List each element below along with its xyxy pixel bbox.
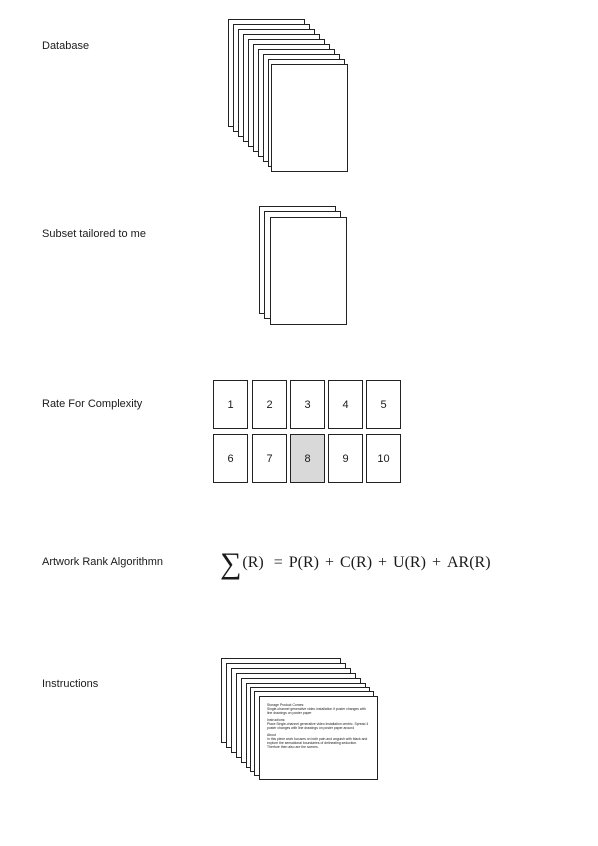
rating-option-1[interactable]: 1 (213, 380, 248, 429)
instruction-card (259, 696, 378, 780)
rating-option-5[interactable]: 5 (366, 380, 401, 429)
formula-plus: + (324, 554, 335, 571)
rating-option-9[interactable]: 9 (328, 434, 363, 483)
formula-plus: + (431, 554, 441, 571)
rating-option-7[interactable]: 7 (252, 434, 287, 483)
formula-plus: + (378, 554, 388, 571)
formula-equals: = (273, 554, 283, 571)
card-instructions-text: Place Single-channel generative video installation centric. Spread 4 poster changes with line drawings on poster paper around (267, 722, 369, 730)
formula-lhs: (R) (242, 554, 264, 571)
card-instructions-title: Instructions: (267, 718, 286, 722)
rating-option-4[interactable]: 4 (328, 380, 363, 429)
rating-option-10[interactable]: 10 (366, 434, 401, 483)
rating-option-8-selected[interactable]: 8 (290, 434, 325, 483)
database-label: Database (42, 40, 90, 52)
rating-option-6[interactable]: 6 (213, 434, 248, 483)
card-about-title: About (267, 733, 276, 737)
formula-term-p: P(R) (288, 554, 319, 571)
instructions-label: Instructions (42, 678, 99, 690)
rank-label: Artwork Rank Algorithmn (42, 556, 164, 568)
card-about-text: In this piece work focuses on both pain and anguish with black and explore the sensational boundaries of delineating seduction. Therfore then also are the scenes. (267, 737, 368, 749)
card-title-text: Single-channel generative video installation if poster changes with line drawings on poster paper (267, 707, 366, 715)
rating-option-2[interactable]: 2 (252, 380, 287, 429)
formula-term-u: U(R) (393, 554, 426, 571)
sigma-symbol: ∑ (220, 547, 242, 580)
rate-label: Rate For Complexity (42, 398, 143, 410)
rating-option-3[interactable]: 3 (290, 380, 325, 429)
subset-label: Subset tailored to me (42, 228, 146, 240)
formula-term-ar: AR(R) (446, 554, 491, 571)
formula-term-c: C(R) (340, 554, 373, 571)
card-title: Storage Product Comes: (267, 703, 305, 707)
